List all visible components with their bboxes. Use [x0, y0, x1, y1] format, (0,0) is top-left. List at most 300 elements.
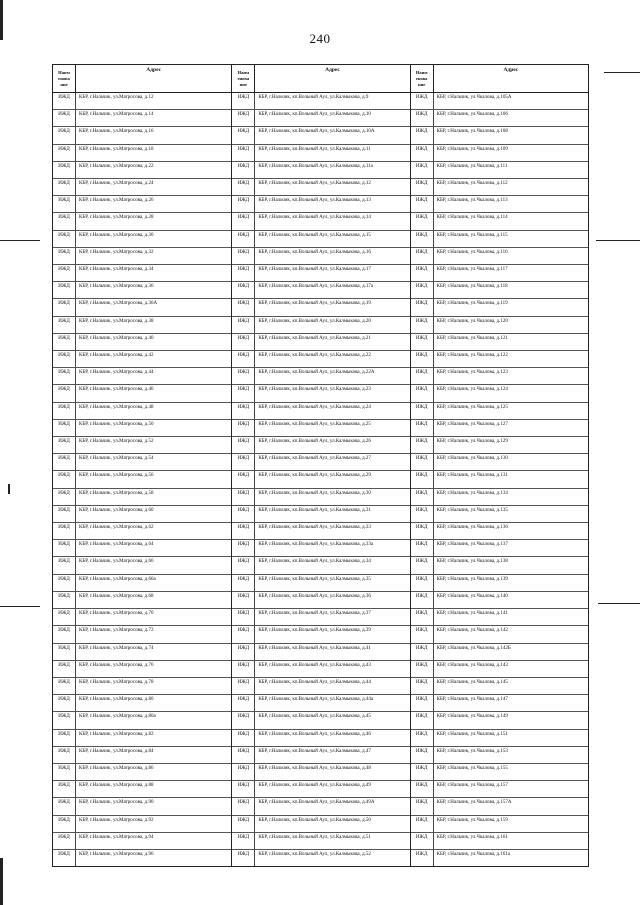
table-row: [53, 196, 231, 213]
row-name: ИЖД: [232, 747, 255, 763]
row-address: КБР, г.Нальчик, ул.Чкалова, д.119: [436, 301, 508, 307]
row-address: КБР, г.Нальчик, ул.Матросова, д.44: [79, 370, 154, 376]
row-address: КБР, г.Нальчик, ул.Матросова, д.80а: [79, 714, 156, 720]
row-address: КБР, г.Нальчик, кп.Вольный Аул, ул.Калмыкова, д.30: [258, 490, 371, 496]
table-row: [411, 798, 588, 815]
row-address: КБР, г.Нальчик, ул.Чкалова, д.114: [436, 215, 508, 221]
row-address: КБР, г.Нальчик, ул.Матросова, д.34: [79, 267, 154, 273]
row-name: ИЖД: [411, 248, 434, 264]
table-row: [411, 179, 588, 196]
row-address: КБР, г.Нальчик, ул.Матросова, д.72: [79, 628, 154, 634]
row-name: ИЖД: [232, 540, 255, 556]
row-name: ИЖД: [411, 781, 434, 797]
table-row: [53, 781, 231, 798]
row-name: ИЖД: [53, 127, 76, 143]
table-row: [232, 489, 409, 506]
table-row: [411, 471, 588, 488]
row-address: КБР, г.Нальчик, кп.Вольный Аул, ул.Калмыкова, д.34: [258, 559, 371, 565]
row-name: ИЖД: [232, 712, 255, 728]
table-row: [232, 471, 409, 488]
row-address: КБР, г.Нальчик, ул.Чкалова, д.124: [436, 387, 508, 393]
row-address: КБР, г.Нальчик, кп.Вольный Аул, ул.Калмыкова, д.10А: [258, 129, 375, 135]
row-name: ИЖД: [232, 299, 255, 315]
row-address: КБР, г.Нальчик, ул.Матросова, д.66а: [79, 576, 156, 582]
table-row: [232, 747, 409, 764]
table-row: [53, 730, 231, 747]
table-row: [53, 334, 231, 351]
row-name: ИЖД: [232, 282, 255, 298]
row-name: ИЖД: [53, 609, 76, 625]
row-name: ИЖД: [411, 644, 434, 660]
row-address: КБР, г.Нальчик, ул.Чкалова, д.153: [436, 748, 508, 754]
row-name: ИЖД: [411, 523, 434, 539]
table-row: [232, 213, 409, 230]
scan-mark-right-low: [598, 603, 640, 604]
row-address: КБР, г.Нальчик, ул.Матросова, д.56: [79, 473, 154, 479]
row-address: КБР, г.Нальчик, ул.Матросова, д.68: [79, 593, 154, 599]
table-row: [53, 162, 231, 179]
row-name: ИЖД: [53, 317, 76, 333]
row-address: КБР, г.Нальчик, кп.Вольный Аул, ул.Калмыкова, д.35: [258, 576, 371, 582]
row-address: КБР, г.Нальчик, ул.Матросова, д.14: [79, 112, 154, 118]
row-address: КБР, г.Нальчик, ул.Матросова, д.52: [79, 439, 154, 445]
table-row: [232, 712, 409, 729]
table-row: [232, 145, 409, 162]
row-address: КБР, г.Нальчик, ул.Матросова, д.48: [79, 404, 154, 410]
row-address: КБР, г.Нальчик, кп.Вольный Аул, ул.Калмыкова, д.14: [258, 215, 371, 221]
row-name: ИЖД: [232, 213, 255, 229]
table-row: [411, 540, 588, 557]
header-address: Адрес: [503, 67, 519, 73]
row-name: ИЖД: [232, 489, 255, 505]
row-name: ИЖД: [53, 798, 76, 814]
table-row: [53, 368, 231, 385]
row-name: ИЖД: [411, 626, 434, 642]
row-address: КБР, г.Нальчик, кп.Вольный Аул, ул.Калмыкова, д.22: [258, 353, 371, 359]
row-address: КБР, г.Нальчик, ул.Матросова, д.58: [79, 490, 154, 496]
table-row: [232, 179, 409, 196]
row-name: ИЖД: [411, 798, 434, 814]
table-row: [411, 351, 588, 368]
row-name: ИЖД: [53, 385, 76, 401]
row-name: ИЖД: [411, 816, 434, 832]
row-name: ИЖД: [53, 506, 76, 522]
table-row: [53, 540, 231, 557]
row-address: КБР, г.Нальчик, ул.Матросова, д.82: [79, 731, 154, 737]
table-row: [411, 712, 588, 729]
table-row: [53, 385, 231, 402]
table-column-1: [53, 65, 231, 866]
row-address: КБР, г.Нальчик, ул.Чкалова, д.120: [436, 318, 508, 324]
scan-mark-left-mid: [0, 240, 40, 241]
table-row: [53, 299, 231, 316]
row-address: КБР, г.Нальчик, кп.Вольный Аул, ул.Калмыкова, д.31: [258, 507, 371, 513]
row-address: КБР, г.Нальчик, ул.Чкалова, д.161: [436, 834, 508, 840]
row-name: ИЖД: [53, 850, 76, 866]
row-address: КБР, г.Нальчик, ул.Матросова, д.40: [79, 335, 154, 341]
table-row: [232, 282, 409, 299]
row-address: КБР, г.Нальчик, ул.Чкалова, д.113: [436, 198, 508, 204]
row-address: КБР, г.Нальчик, кп.Вольный Аул, ул.Калмыкова, д.21: [258, 335, 371, 341]
row-address: КБР, г.Нальчик, ул.Чкалова, д.157А: [436, 800, 512, 806]
row-name: ИЖД: [53, 471, 76, 487]
row-name: ИЖД: [53, 712, 76, 728]
row-name: ИЖД: [411, 231, 434, 247]
table-row: [232, 248, 409, 265]
row-address: КБР, г.Нальчик, ул.Матросова, д.36: [79, 284, 154, 290]
row-name: ИЖД: [411, 471, 434, 487]
table-row: [232, 368, 409, 385]
row-address: КБР, г.Нальчик, ул.Чкалова, д.125: [436, 404, 508, 410]
table-row: [232, 798, 409, 815]
row-name: ИЖД: [411, 299, 434, 315]
row-address: КБР, г.Нальчик, ул.Чкалова, д.149: [436, 714, 508, 720]
table-row: [53, 471, 231, 488]
table-row: [232, 110, 409, 127]
row-name: ИЖД: [232, 403, 255, 419]
table-row: [53, 93, 231, 110]
table-row: [53, 403, 231, 420]
row-address: КБР, г.Нальчик, кп.Вольный Аул, ул.Калмыкова, д.44а: [258, 697, 374, 703]
row-address: КБР, г.Нальчик, ул.Матросова, д.22: [79, 163, 154, 169]
row-address: КБР, г.Нальчик, ул.Чкалова, д.116: [436, 249, 508, 255]
table-row: [411, 145, 588, 162]
row-address: КБР, г.Нальчик, ул.Чкалова, д.121: [436, 335, 508, 341]
row-name: ИЖД: [53, 110, 76, 126]
table-row: [53, 523, 231, 540]
row-name: ИЖД: [53, 489, 76, 505]
table-row: [232, 127, 409, 144]
row-name: ИЖД: [53, 747, 76, 763]
table-row: [232, 678, 409, 695]
table-row: [53, 644, 231, 661]
row-name: ИЖД: [232, 506, 255, 522]
row-address: КБР, г.Нальчик, кп.Вольный Аул, ул.Калмыкова, д.33: [258, 525, 371, 531]
row-name: ИЖД: [232, 678, 255, 694]
table-row: [232, 557, 409, 574]
row-address: КБР, г.Нальчик, кп.Вольный Аул, ул.Калмыкова, д.19: [258, 301, 371, 307]
header-address: Адрес: [325, 67, 340, 73]
table-row: [53, 695, 231, 712]
table-row: [53, 179, 231, 196]
row-address: КБР, г.Нальчик, ул.Матросова, д.90: [79, 800, 154, 806]
row-name: ИЖД: [53, 265, 76, 281]
row-address: КБР, г.Нальчик, ул.Матросова, д.88: [79, 783, 154, 789]
row-address: КБР, г.Нальчик, ул.Матросова, д.60: [79, 507, 154, 513]
row-address: КБР, г.Нальчик, ул.Матросова, д.18: [79, 146, 154, 152]
table-row: [411, 695, 588, 712]
row-address: КБР, г.Нальчик, ул.Чкалова, д.159: [436, 817, 508, 823]
row-address: КБР, г.Нальчик, ул.Чкалова, д.161а: [436, 851, 511, 857]
row-address: КБР, г.Нальчик, кп.Вольный Аул, ул.Калмыкова, д.51: [258, 834, 371, 840]
row-name: ИЖД: [232, 437, 255, 453]
scan-mark-right-mid: [596, 240, 640, 241]
row-name: ИЖД: [232, 644, 255, 660]
row-address: КБР, г.Нальчик, ул.Матросова, д.50: [79, 421, 154, 427]
row-name: ИЖД: [53, 179, 76, 195]
table-columns: [53, 65, 588, 866]
row-name: ИЖД: [53, 678, 76, 694]
row-address: КБР, г.Нальчик, ул.Матросова, д.32: [79, 249, 154, 255]
table-header: [232, 65, 409, 93]
row-address: КБР, г.Нальчик, кп.Вольный Аул, ул.Калмыкова, д.10: [258, 112, 371, 118]
table-row: [411, 299, 588, 316]
table-row: [53, 351, 231, 368]
row-address: КБР, г.Нальчик, кп.Вольный Аул, ул.Калмыкова, д.27: [258, 456, 371, 462]
row-name: ИЖД: [411, 145, 434, 161]
row-address: КБР, г.Нальчик, кп.Вольный Аул, ул.Калмыкова, д.49: [258, 783, 371, 789]
row-address: КБР, г.Нальчик, ул.Матросова, д.84: [79, 748, 154, 754]
table-row: [53, 213, 231, 230]
row-name: ИЖД: [53, 162, 76, 178]
row-name: ИЖД: [53, 764, 76, 780]
row-name: ИЖД: [53, 557, 76, 573]
header-name: Наим енова ние: [53, 65, 76, 92]
row-address: КБР, г.Нальчик, ул.Чкалова, д.106: [436, 112, 508, 118]
table-row: [411, 730, 588, 747]
row-address: КБР, г.Нальчик, кп.Вольный Аул, ул.Калмыкова, д.23: [258, 387, 371, 393]
table-row: [411, 575, 588, 592]
row-name: ИЖД: [411, 695, 434, 711]
row-name: ИЖД: [411, 351, 434, 367]
table-row: [411, 93, 588, 110]
row-address: КБР, г.Нальчик, кп.Вольный Аул, ул.Калмыкова, д.45: [258, 714, 371, 720]
row-name: ИЖД: [53, 213, 76, 229]
row-name: ИЖД: [232, 385, 255, 401]
row-name: ИЖД: [53, 196, 76, 212]
row-name: ИЖД: [232, 110, 255, 126]
table-row: [232, 265, 409, 282]
row-address: КБР, г.Нальчик, ул.Матросова, д.96: [79, 851, 154, 857]
table-column-3: [410, 65, 588, 866]
table-row: [411, 833, 588, 850]
row-name: ИЖД: [232, 661, 255, 677]
row-name: ИЖД: [411, 162, 434, 178]
row-address: КБР, г.Нальчик, ул.Матросова, д.38: [79, 318, 154, 324]
row-name: ИЖД: [232, 557, 255, 573]
row-address: КБР, г.Нальчик, кп.Вольный Аул, ул.Калмыкова, д.39: [258, 628, 371, 634]
table-row: [53, 557, 231, 574]
header-name: Наим енова ние: [411, 65, 434, 92]
row-address: КБР, г.Нальчик, ул.Матросова, д.12: [79, 95, 154, 100]
header-name: Наим енова ние: [232, 65, 255, 92]
table-header: [53, 65, 231, 93]
table-row: [232, 661, 409, 678]
row-address: КБР, г.Нальчик, ул.Матросова, д.62: [79, 525, 154, 531]
table-row: [53, 127, 231, 144]
row-address: КБР, г.Нальчик, ул.Матросова, д.46: [79, 387, 154, 393]
table-header: [411, 65, 588, 93]
row-name: ИЖД: [53, 351, 76, 367]
table-row: [53, 248, 231, 265]
row-address: КБР, г.Нальчик, ул.Чкалова, д.157: [436, 783, 508, 789]
table-row: [232, 764, 409, 781]
table-row: [53, 712, 231, 729]
table-row: [232, 695, 409, 712]
scan-mark-left-low: [0, 606, 40, 607]
row-address: КБР, г.Нальчик, ул.Матросова, д.24: [79, 181, 154, 187]
table-row: [232, 506, 409, 523]
row-name: ИЖД: [232, 145, 255, 161]
row-name: ИЖД: [411, 282, 434, 298]
row-name: ИЖД: [232, 179, 255, 195]
row-address: КБР, г.Нальчик, ул.Матросова, д.26: [79, 198, 154, 204]
table-row: [53, 764, 231, 781]
table-row: [232, 317, 409, 334]
row-address: КБР, г.Нальчик, ул.Чкалова, д.143: [436, 662, 508, 668]
table-row: [53, 798, 231, 815]
row-address: КБР, г.Нальчик, кп.Вольный Аул, ул.Калмыкова, д.16: [258, 249, 371, 255]
table-row: [232, 730, 409, 747]
table-row: [232, 644, 409, 661]
row-name: ИЖД: [232, 231, 255, 247]
table-row: [232, 403, 409, 420]
row-name: ИЖД: [232, 162, 255, 178]
row-name: ИЖД: [411, 764, 434, 780]
table-row: [232, 162, 409, 179]
row-name: ИЖД: [232, 196, 255, 212]
table-row: [411, 609, 588, 626]
table-row: [53, 816, 231, 833]
row-address: КБР, г.Нальчик, кп.Вольный Аул, ул.Калмыкова, д.11: [258, 146, 371, 152]
row-name: ИЖД: [53, 523, 76, 539]
table-row: [232, 196, 409, 213]
row-name: ИЖД: [411, 110, 434, 126]
table-row: [53, 489, 231, 506]
row-address: КБР, г.Нальчик, ул.Матросова, д.86: [79, 765, 154, 771]
row-name: ИЖД: [53, 437, 76, 453]
table-row: [232, 454, 409, 471]
table-row: [232, 231, 409, 248]
row-address: КБР, г.Нальчик, кп.Вольный Аул, ул.Калмыкова, д.11а: [258, 163, 373, 169]
row-address: КБР, г.Нальчик, ул.Чкалова, д.130: [436, 456, 508, 462]
row-address: КБР, г.Нальчик, ул.Матросова, д.76: [79, 662, 154, 668]
row-address: КБР, г.Нальчик, ул.Чкалова, д.145: [436, 679, 508, 685]
row-address: КБР, г.Нальчик, ул.Матросова, д.42: [79, 353, 154, 359]
table-row: [232, 781, 409, 798]
row-name: ИЖД: [411, 213, 434, 229]
row-address: КБР, г.Нальчик, кп.Вольный Аул, ул.Калмыкова, д.29: [258, 473, 371, 479]
row-address: КБР, г.Нальчик, ул.Чкалова, д.105А: [436, 95, 512, 100]
row-address: КБР, г.Нальчик, ул.Чкалова, д.129: [436, 439, 508, 445]
row-name: ИЖД: [232, 523, 255, 539]
row-name: ИЖД: [411, 317, 434, 333]
row-address: КБР, г.Нальчик, ул.Чкалова, д.122: [436, 353, 508, 359]
row-name: ИЖД: [232, 575, 255, 591]
table-row: [411, 368, 588, 385]
row-address: КБР, г.Нальчик, кп.Вольный Аул, ул.Калмыкова, д.13: [258, 198, 371, 204]
table-row: [411, 127, 588, 144]
row-name: ИЖД: [411, 334, 434, 350]
table-row: [411, 420, 588, 437]
table-row: [411, 437, 588, 454]
row-name: ИЖД: [53, 299, 76, 315]
row-name: ИЖД: [411, 506, 434, 522]
table-row: [411, 454, 588, 471]
scan-mark-right-top: [604, 72, 640, 73]
row-address: КБР, г.Нальчик, ул.Матросова, д.94: [79, 834, 154, 840]
row-address: КБР, г.Нальчик, ул.Чкалова, д.112: [436, 181, 508, 187]
table-row: [53, 661, 231, 678]
row-address: КБР, г.Нальчик, ул.Матросова, д.74: [79, 645, 154, 651]
row-name: ИЖД: [232, 248, 255, 264]
row-address: КБР, г.Нальчик, ул.Чкалова, д.111: [436, 163, 508, 169]
row-name: ИЖД: [53, 833, 76, 849]
table-row: [53, 506, 231, 523]
row-name: ИЖД: [53, 540, 76, 556]
table-row: [232, 592, 409, 609]
row-name: ИЖД: [53, 695, 76, 711]
row-name: ИЖД: [411, 489, 434, 505]
row-address: КБР, г.Нальчик, ул.Матросова, д.80: [79, 697, 154, 703]
row-address: КБР, г.Нальчик, ул.Чкалова, д.127: [436, 421, 508, 427]
row-name: ИЖД: [411, 661, 434, 677]
table-row: [53, 575, 231, 592]
row-address: КБР, г.Нальчик, кп.Вольный Аул, ул.Калмыкова, д.9: [258, 95, 369, 100]
row-name: ИЖД: [53, 592, 76, 608]
row-name: ИЖД: [232, 420, 255, 436]
row-address: КБР, г.Нальчик, кп.Вольный Аул, ул.Калмыкова, д.17: [258, 267, 371, 273]
table-row: [411, 661, 588, 678]
row-address: КБР, г.Нальчик, ул.Матросова, д.92: [79, 817, 154, 823]
row-name: ИЖД: [232, 368, 255, 384]
row-name: ИЖД: [53, 282, 76, 298]
row-address: КБР, г.Нальчик, ул.Чкалова, д.109: [436, 146, 508, 152]
table-row: [232, 609, 409, 626]
row-name: ИЖД: [53, 661, 76, 677]
table-row: [53, 231, 231, 248]
row-name: ИЖД: [411, 437, 434, 453]
table-row: [232, 420, 409, 437]
row-name: ИЖД: [53, 626, 76, 642]
table-row: [411, 196, 588, 213]
row-name: ИЖД: [411, 540, 434, 556]
row-name: ИЖД: [232, 850, 255, 866]
row-name: ИЖД: [53, 93, 76, 109]
table-row: [411, 334, 588, 351]
table-row: [411, 592, 588, 609]
row-name: ИЖД: [232, 730, 255, 746]
row-address: КБР, г.Нальчик, ул.Чкалова, д.123: [436, 370, 508, 376]
scan-mark-left-bottom: [0, 858, 3, 905]
table-row: [411, 282, 588, 299]
row-address: КБР, г.Нальчик, ул.Чкалова, д.108: [436, 129, 508, 135]
row-name: ИЖД: [232, 609, 255, 625]
row-address: КБР, г.Нальчик, кп.Вольный Аул, ул.Калмыкова, д.49А: [258, 800, 375, 806]
row-name: ИЖД: [232, 798, 255, 814]
row-name: ИЖД: [411, 833, 434, 849]
table-row: [411, 816, 588, 833]
table-row: [53, 317, 231, 334]
table-row: [53, 747, 231, 764]
row-name: ИЖД: [53, 575, 76, 591]
row-address: КБР, г.Нальчик, ул.Чкалова, д.131: [436, 473, 508, 479]
table-row: [411, 523, 588, 540]
row-address: КБР, г.Нальчик, ул.Чкалова, д.151: [436, 731, 508, 737]
row-name: ИЖД: [53, 334, 76, 350]
row-name: ИЖД: [232, 351, 255, 367]
row-name: ИЖД: [411, 403, 434, 419]
table-row: [232, 540, 409, 557]
row-name: ИЖД: [53, 231, 76, 247]
row-name: ИЖД: [411, 747, 434, 763]
row-address: КБР, г.Нальчик, кп.Вольный Аул, ул.Калмыкова, д.15: [258, 232, 371, 238]
row-address: КБР, г.Нальчик, ул.Матросова, д.16: [79, 129, 154, 135]
row-name: ИЖД: [53, 420, 76, 436]
table-row: [53, 282, 231, 299]
table-row: [232, 437, 409, 454]
table-row: [411, 626, 588, 643]
